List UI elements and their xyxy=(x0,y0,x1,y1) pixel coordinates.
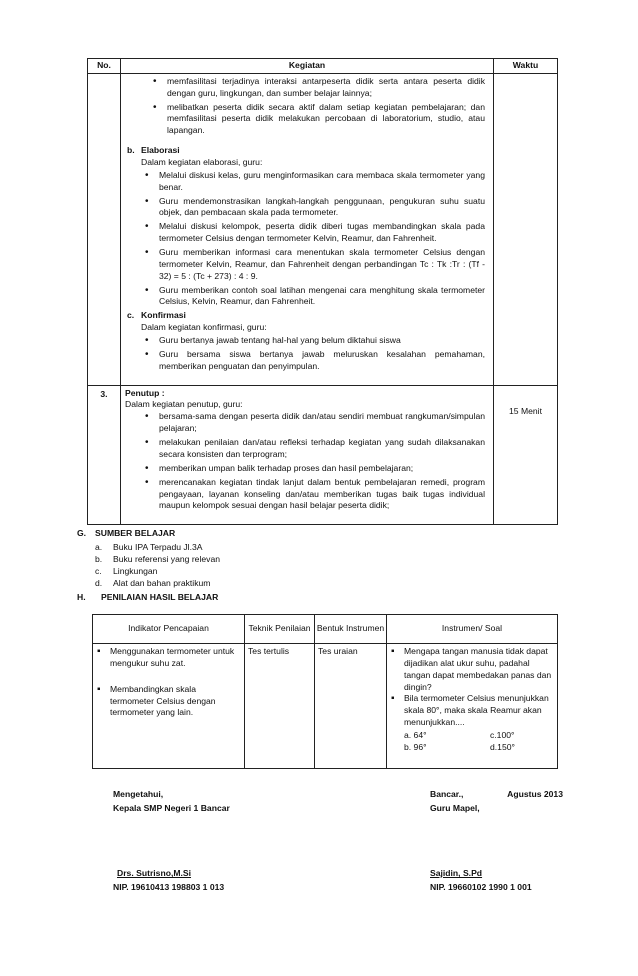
table-row xyxy=(88,385,558,525)
acknowledged-label: Mengetahui, xyxy=(113,789,164,799)
elaborasi-title: Elaborasi xyxy=(141,145,180,156)
row-time-empty xyxy=(494,73,558,385)
option-b: b. 96° xyxy=(404,741,427,752)
list-item: a. Buku IPA Terpadu Jl.3A xyxy=(95,542,203,552)
konfirmasi-letter: c. xyxy=(127,310,135,321)
konfirmasi-bullets xyxy=(141,335,485,373)
list-item: • Guru memberikan informasi cara menentukan skala termometer Celsius dengan termometer Kelvin, Reamur, dan Fahrenheit dengan perbandingan Tc : Tk :Tr : (Tf - 32) = 5 : (Tc + 273) : 4 : 9. xyxy=(141,247,485,283)
option-d: d.150° xyxy=(490,741,515,752)
elaborasi-letter: b. xyxy=(127,145,135,156)
assessment-table-header xyxy=(93,615,558,644)
answer-options xyxy=(404,730,554,754)
section-g-heading xyxy=(77,528,175,540)
section-g-letter: G. xyxy=(77,528,87,538)
header-time: Waktu xyxy=(494,59,558,74)
list-item: • Melalui diskusi kelompok, peserta didik diberi tugas membandingkan skala pada termometer Celsius dengan termometer Kelvin, Reamur, dan Fahrenheit. xyxy=(141,221,485,245)
section-h-title: PENILAIAN HASIL BELAJAR xyxy=(101,592,219,602)
list-item: ▪ Mengapa tangan manusia tidak dapat dijadikan alat ukur suhu, padahal tangan dapat membedakan panas dan dingin? xyxy=(390,646,554,693)
closing-intro: Dalam kegiatan penutup, guru: xyxy=(125,399,243,410)
list-item: • Guru memberikan contoh soal latihan mengenai cara menghitung skala termometer Celsius, Kelvin, Reamur, dan Fahrenheit. xyxy=(141,285,485,309)
list-item: • Guru mendemonstrasikan langkah-langkah penggunaan, pengukuran suhu suatu objek, dan pembacaan skala pada termometer. xyxy=(141,196,485,220)
assessment-table xyxy=(92,614,558,769)
teacher-nip: NIP. 19660102 1990 1 001 xyxy=(430,882,532,892)
signature-left-name xyxy=(113,866,224,894)
principal-name: Drs. Sutrisno,M.Si xyxy=(117,868,192,878)
row-no-empty xyxy=(88,73,121,385)
teacher-label: Guru Mapel, xyxy=(430,803,480,813)
list-item: c. Lingkungan xyxy=(95,566,158,576)
learning-resources-list xyxy=(95,541,220,589)
question-list xyxy=(390,646,554,729)
header-no: No. xyxy=(88,59,121,74)
activity-cell-closing xyxy=(121,385,494,525)
list-item: d. Alat dan bahan praktikum xyxy=(95,578,211,588)
header-technique: Teknik Penilaian xyxy=(245,615,315,644)
option-c: c.100° xyxy=(490,730,515,741)
list-item: ▪ Membandingkan skala termometer Celsius dengan termometer yang lain. xyxy=(96,684,241,720)
closing-time: 15 Menit xyxy=(494,385,558,525)
list-item: • memfasilitasi terjadinya interaksi antarpeserta didik serta antara peserta didik dengan guru, lingkungan, dan sumber belajar lainnya; xyxy=(149,76,485,100)
list-item: • merencanakan kegiatan tindak lanjut dalam bentuk pembelajaran remedi, program pengayaan, layanan konseling dan/atau memberikan tugas baik tugas individual maupun kelompok sesuai dengan hasil belajar peserta didik; xyxy=(141,477,485,513)
technique-cell: Tes tertulis xyxy=(245,644,315,769)
section-h-letter: H. xyxy=(77,592,86,602)
indicator-cell xyxy=(93,644,245,769)
list-item: • memberikan umpan balik terhadap proses dan hasil pembelajaran; xyxy=(141,463,485,475)
list-item: • bersama-sama dengan peserta didik dan/atau sendiri membuat rangkuman/simpulan pelajaran; xyxy=(141,411,485,435)
principal-label: Kepala SMP Negeri 1 Bancar xyxy=(113,803,230,813)
elaborasi-intro: Dalam kegiatan elaborasi, guru: xyxy=(141,157,263,168)
activity-cell-core xyxy=(121,73,494,385)
form-cell: Tes uraian xyxy=(315,644,387,769)
list-item: • Guru bersama siswa bertanya jawab meluruskan kesalahan pemahaman, memberikan penguatan dan penyimpulan. xyxy=(141,349,485,373)
elaborasi-bullets xyxy=(141,170,485,308)
konfirmasi-heading xyxy=(127,310,485,322)
closing-title: Penutup : xyxy=(125,387,165,398)
option-a: a. 64° xyxy=(404,730,427,741)
table-row xyxy=(88,73,558,385)
date-label: Agustus 2013 xyxy=(507,789,563,799)
principal-nip: NIP. 19610413 198803 1 013 xyxy=(113,882,225,892)
signature-right-name xyxy=(430,866,532,894)
elaborasi-heading xyxy=(127,145,485,157)
header-form: Bentuk Instrumen xyxy=(315,615,387,644)
header-indicator: Indikator Pencapaian xyxy=(93,615,245,644)
exploration-bullets xyxy=(149,76,485,137)
section-g-title: SUMBER BELAJAR xyxy=(95,528,176,538)
indicator-list xyxy=(96,646,241,670)
list-item: • Melalui diskusi kelas, guru menginformasikan cara membaca skala termometer yang benar. xyxy=(141,170,485,194)
header-instrument: Instrumen/ Soal xyxy=(387,615,558,644)
instrument-cell xyxy=(387,644,558,769)
list-item: ▪ Menggunakan termometer untuk mengukur suhu zat. xyxy=(96,646,241,670)
signature-left-title xyxy=(113,787,230,815)
table-row xyxy=(93,644,558,769)
signature-right-title xyxy=(430,787,563,815)
activity-table-header xyxy=(88,59,558,74)
list-item: • melibatkan peserta didik secara aktif dalam setiap kegiatan pembelajaran; dan memfasilitasi peserta didik melakukan percobaan di laboratorium, studio, atau lapangan. xyxy=(149,102,485,138)
teacher-name: Sajidin, S.Pd xyxy=(430,868,483,878)
closing-bullets xyxy=(141,411,485,512)
section-h-heading xyxy=(77,592,218,604)
row-no: 3. xyxy=(88,385,121,525)
list-item: ▪ Bila termometer Celsius menunjukkan skala 80°, maka skala Reamur akan menunjukkan.... xyxy=(390,693,554,729)
konfirmasi-intro: Dalam kegiatan konfirmasi, guru: xyxy=(141,322,267,333)
list-item: • Guru bertanya jawab tentang hal-hal yang belum diktahui siswa xyxy=(141,335,485,347)
list-item: • melakukan penilaian dan/atau refleksi terhadap kegiatan yang sudah dilaksanakan secara konsisten dan terprogram; xyxy=(141,437,485,461)
konfirmasi-title: Konfirmasi xyxy=(141,310,186,321)
activity-table xyxy=(87,58,558,525)
header-activity: Kegiatan xyxy=(121,59,494,74)
list-item: b. Buku referensi yang relevan xyxy=(95,554,221,564)
place-label: Bancar., xyxy=(430,789,464,799)
